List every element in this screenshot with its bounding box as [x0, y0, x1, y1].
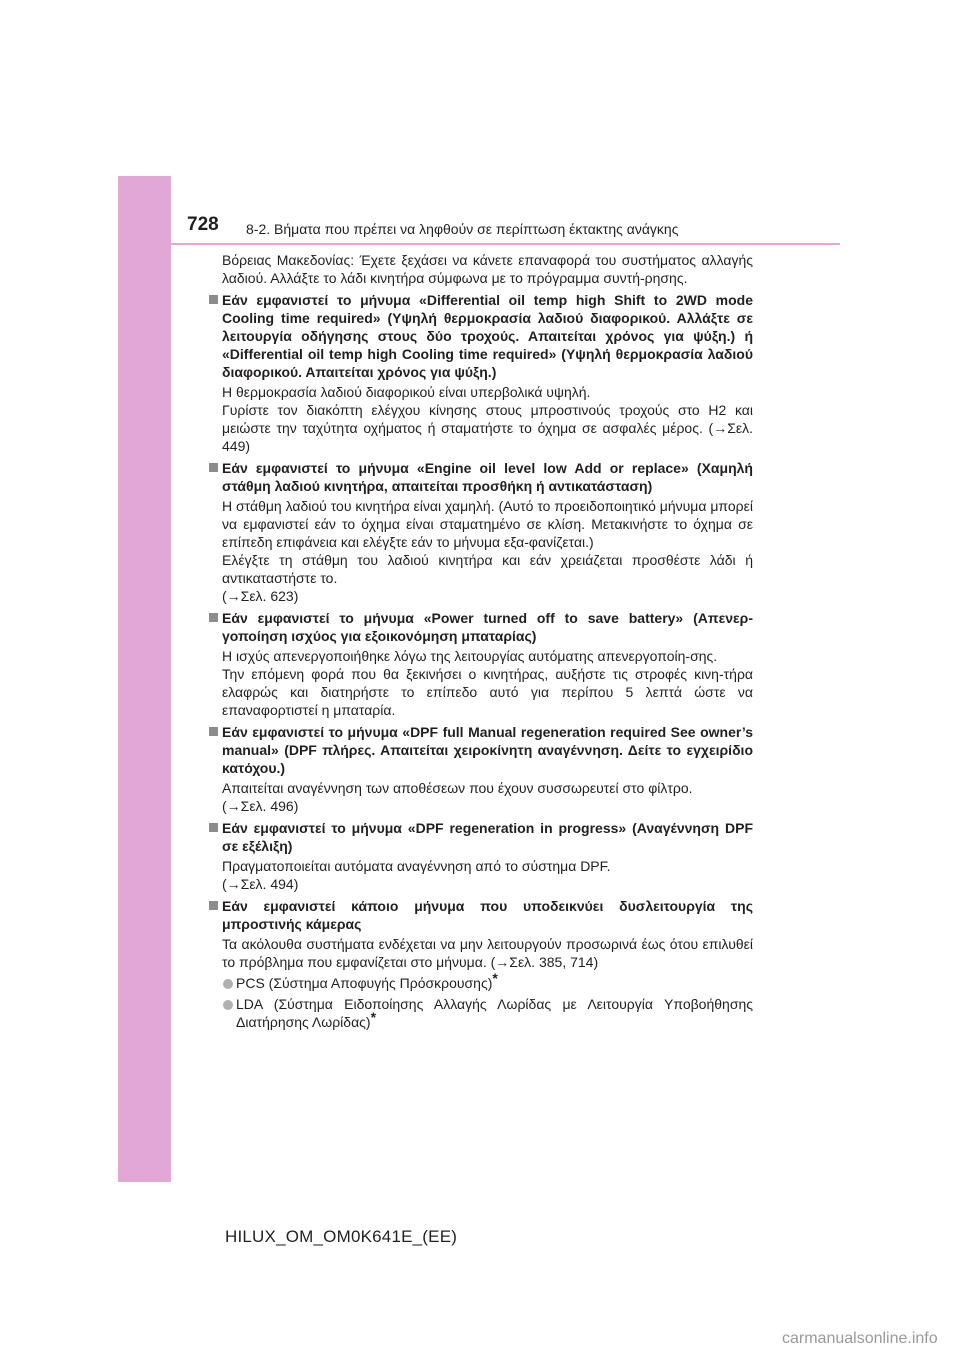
chapter-title: 8-2. Βήματα που πρέπει να ληφθούν σε περίπτωση έκτακτης ανάγκης	[246, 221, 679, 237]
section-body	[208, 497, 753, 605]
heading-text: Εάν εμφανιστεί το μήνυμα «DPF full Manual regeneration required See owner’s manual» (DPF πλήρες. Απαιτείται χειροκίνητη αναγέννηση. Δείτε το εγχειρίδιο κατόχου.)	[222, 724, 753, 776]
header-divider	[171, 243, 840, 245]
section-heading	[208, 897, 753, 933]
paragraph: Η θερμοκρασία λαδιού διαφορικού είναι υπερβολικά υψηλή.	[222, 384, 591, 400]
section-body	[208, 383, 753, 455]
section-heading	[208, 459, 753, 495]
square-bullet-icon	[209, 823, 218, 832]
paragraph: Ελέγξτε τη στάθμη του λαδιού κινητήρα και εάν χρειάζεται προσθέστε λάδι ή αντικαταστήστε το.	[222, 552, 753, 586]
paragraph: Πραγματοποιείται αυτόματα αναγέννηση από το σύστημα DPF.	[222, 858, 611, 874]
paragraph: (→Σελ. 623)	[222, 588, 299, 604]
footnote-mark: *	[370, 1009, 377, 1025]
paragraph: Την επόμενη φορά που θα ξεκινήσει ο κινητήρας, αυξήστε τις στροφές κινη-τήρα ελαφρώς και διατηρήστε το επίπεδο αυτό για περίπου 5 λεπτά ώστε να επαναφορτιστεί η μπαταρία.	[222, 666, 753, 718]
section-heading	[208, 723, 753, 777]
paragraph: (→Σελ. 494)	[222, 876, 299, 892]
section-heading	[208, 819, 753, 855]
round-bullet-icon	[223, 1000, 233, 1010]
section-body	[208, 779, 753, 815]
heading-text: Εάν εμφανιστεί το μήνυμα «Differential oil temp high Shift to 2WD mode Cooling time required» (Υψηλή θερμοκρασία λαδιού διαφορικού. Αλλάξτε σε λειτουργία οδήγησης στους δύο τροχούς. Απαιτείται χρόνος για ψύξη.) ή «Differential oil temp high Cooling time required» (Υψηλή θερμοκρασία λαδιού διαφορικού. Απαιτείται χρόνος για ψύξη.)	[222, 292, 753, 380]
section-heading	[208, 609, 753, 645]
section-body	[208, 935, 753, 971]
paragraph: Γυρίστε τον διακόπτη ελέγχου κίνησης στους μπροστινούς τροχούς στο H2 και μειώστε την ταχύτητα οχήματος ή σταματήστε το όχημα σε ασφαλές μέρος. (→Σελ. 449)	[222, 402, 753, 454]
chapter-sidebar-tab	[118, 176, 171, 1182]
list-item-text: PCS (Σύστημα Αποφυγής Πρόσκρουσης)	[236, 975, 493, 991]
section-body	[208, 857, 753, 893]
heading-text: Εάν εμφανιστεί το μήνυμα «DPF regeneration in progress» (Αναγέννηση DPF σε εξέλιξη)	[222, 820, 753, 854]
paragraph: Απαιτείται αναγέννηση των αποθέσεων που έχουν συσσωρευτεί στο φίλτρο.	[222, 780, 693, 796]
list-item-text: LDA (Σύστημα Ειδοποίησης Αλλαγής Λωρίδας με Λειτουργία Υποβοήθησης Διατήρησης Λωρίδας)	[236, 996, 753, 1030]
page-number: 728	[187, 214, 219, 235]
square-bullet-icon	[209, 901, 218, 910]
section-heading	[208, 291, 753, 381]
square-bullet-icon	[209, 727, 218, 736]
paragraph: Τα ακόλουθα συστήματα ενδέχεται να μην λειτουργούν προσωρινά έως ότου επιλυθεί το πρόβλημα που εμφανίζεται στο μήνυμα. (→Σελ. 385, 714)	[222, 936, 753, 970]
list-item	[208, 995, 753, 1031]
heading-text: Εάν εμφανιστεί το μήνυμα «Power turned off to save battery» (Απενερ-γοποίηση ισχύος για εξοικονόμηση μπαταρίας)	[222, 610, 753, 644]
page-content	[208, 251, 753, 1031]
paragraph: (→Σελ. 496)	[222, 798, 299, 814]
document-code: HILUX_OM_OM0K641E_(EE)	[225, 1227, 458, 1246]
heading-text: Εάν εμφανιστεί κάποιο μήνυμα που υποδεικνύει δυσλειτουργία της μπροστινής κάμερας	[222, 898, 753, 932]
square-bullet-icon	[209, 463, 218, 472]
square-bullet-icon	[209, 295, 218, 304]
intro-text	[208, 251, 753, 287]
heading-text: Εάν εμφανιστεί το μήνυμα «Engine oil level low Add or replace» (Χαμηλή στάθμη λαδιού κινητήρα, απαιτείται προσθήκη ή αντικατάσταση)	[222, 460, 753, 494]
list-item	[208, 970, 753, 992]
round-bullet-icon	[223, 979, 233, 989]
footnote-mark: *	[492, 970, 498, 986]
paragraph: Η ισχύς απενεργοποιήθηκε λόγω της λειτουργίας αυτόματης απενεργοποίη-σης.	[222, 648, 718, 664]
paragraph: Βόρειας Μακεδονίας: Έχετε ξεχάσει να κάνετε επαναφορά του συστήματος αλλαγής λαδιού. Αλλάξτε το λάδι κινητήρα σύμφωνα με το πρόγραμμα συντή-ρησης.	[222, 252, 753, 286]
paragraph: Η στάθμη λαδιού του κινητήρα είναι χαμηλή. (Αυτό το προειδοποιητικό μήνυμα μπορεί να εμφανιστεί εάν το όχημα είναι σταματημένο σε κλίση. Μετακινήστε το όχημα σε επίπεδη επιφάνεια και ελέγξτε εάν το μήνυμα εξα-φανίζεται.)	[222, 498, 753, 550]
watermark: carmanualsonline.info	[782, 1330, 938, 1347]
square-bullet-icon	[209, 613, 218, 622]
section-body	[208, 647, 753, 719]
